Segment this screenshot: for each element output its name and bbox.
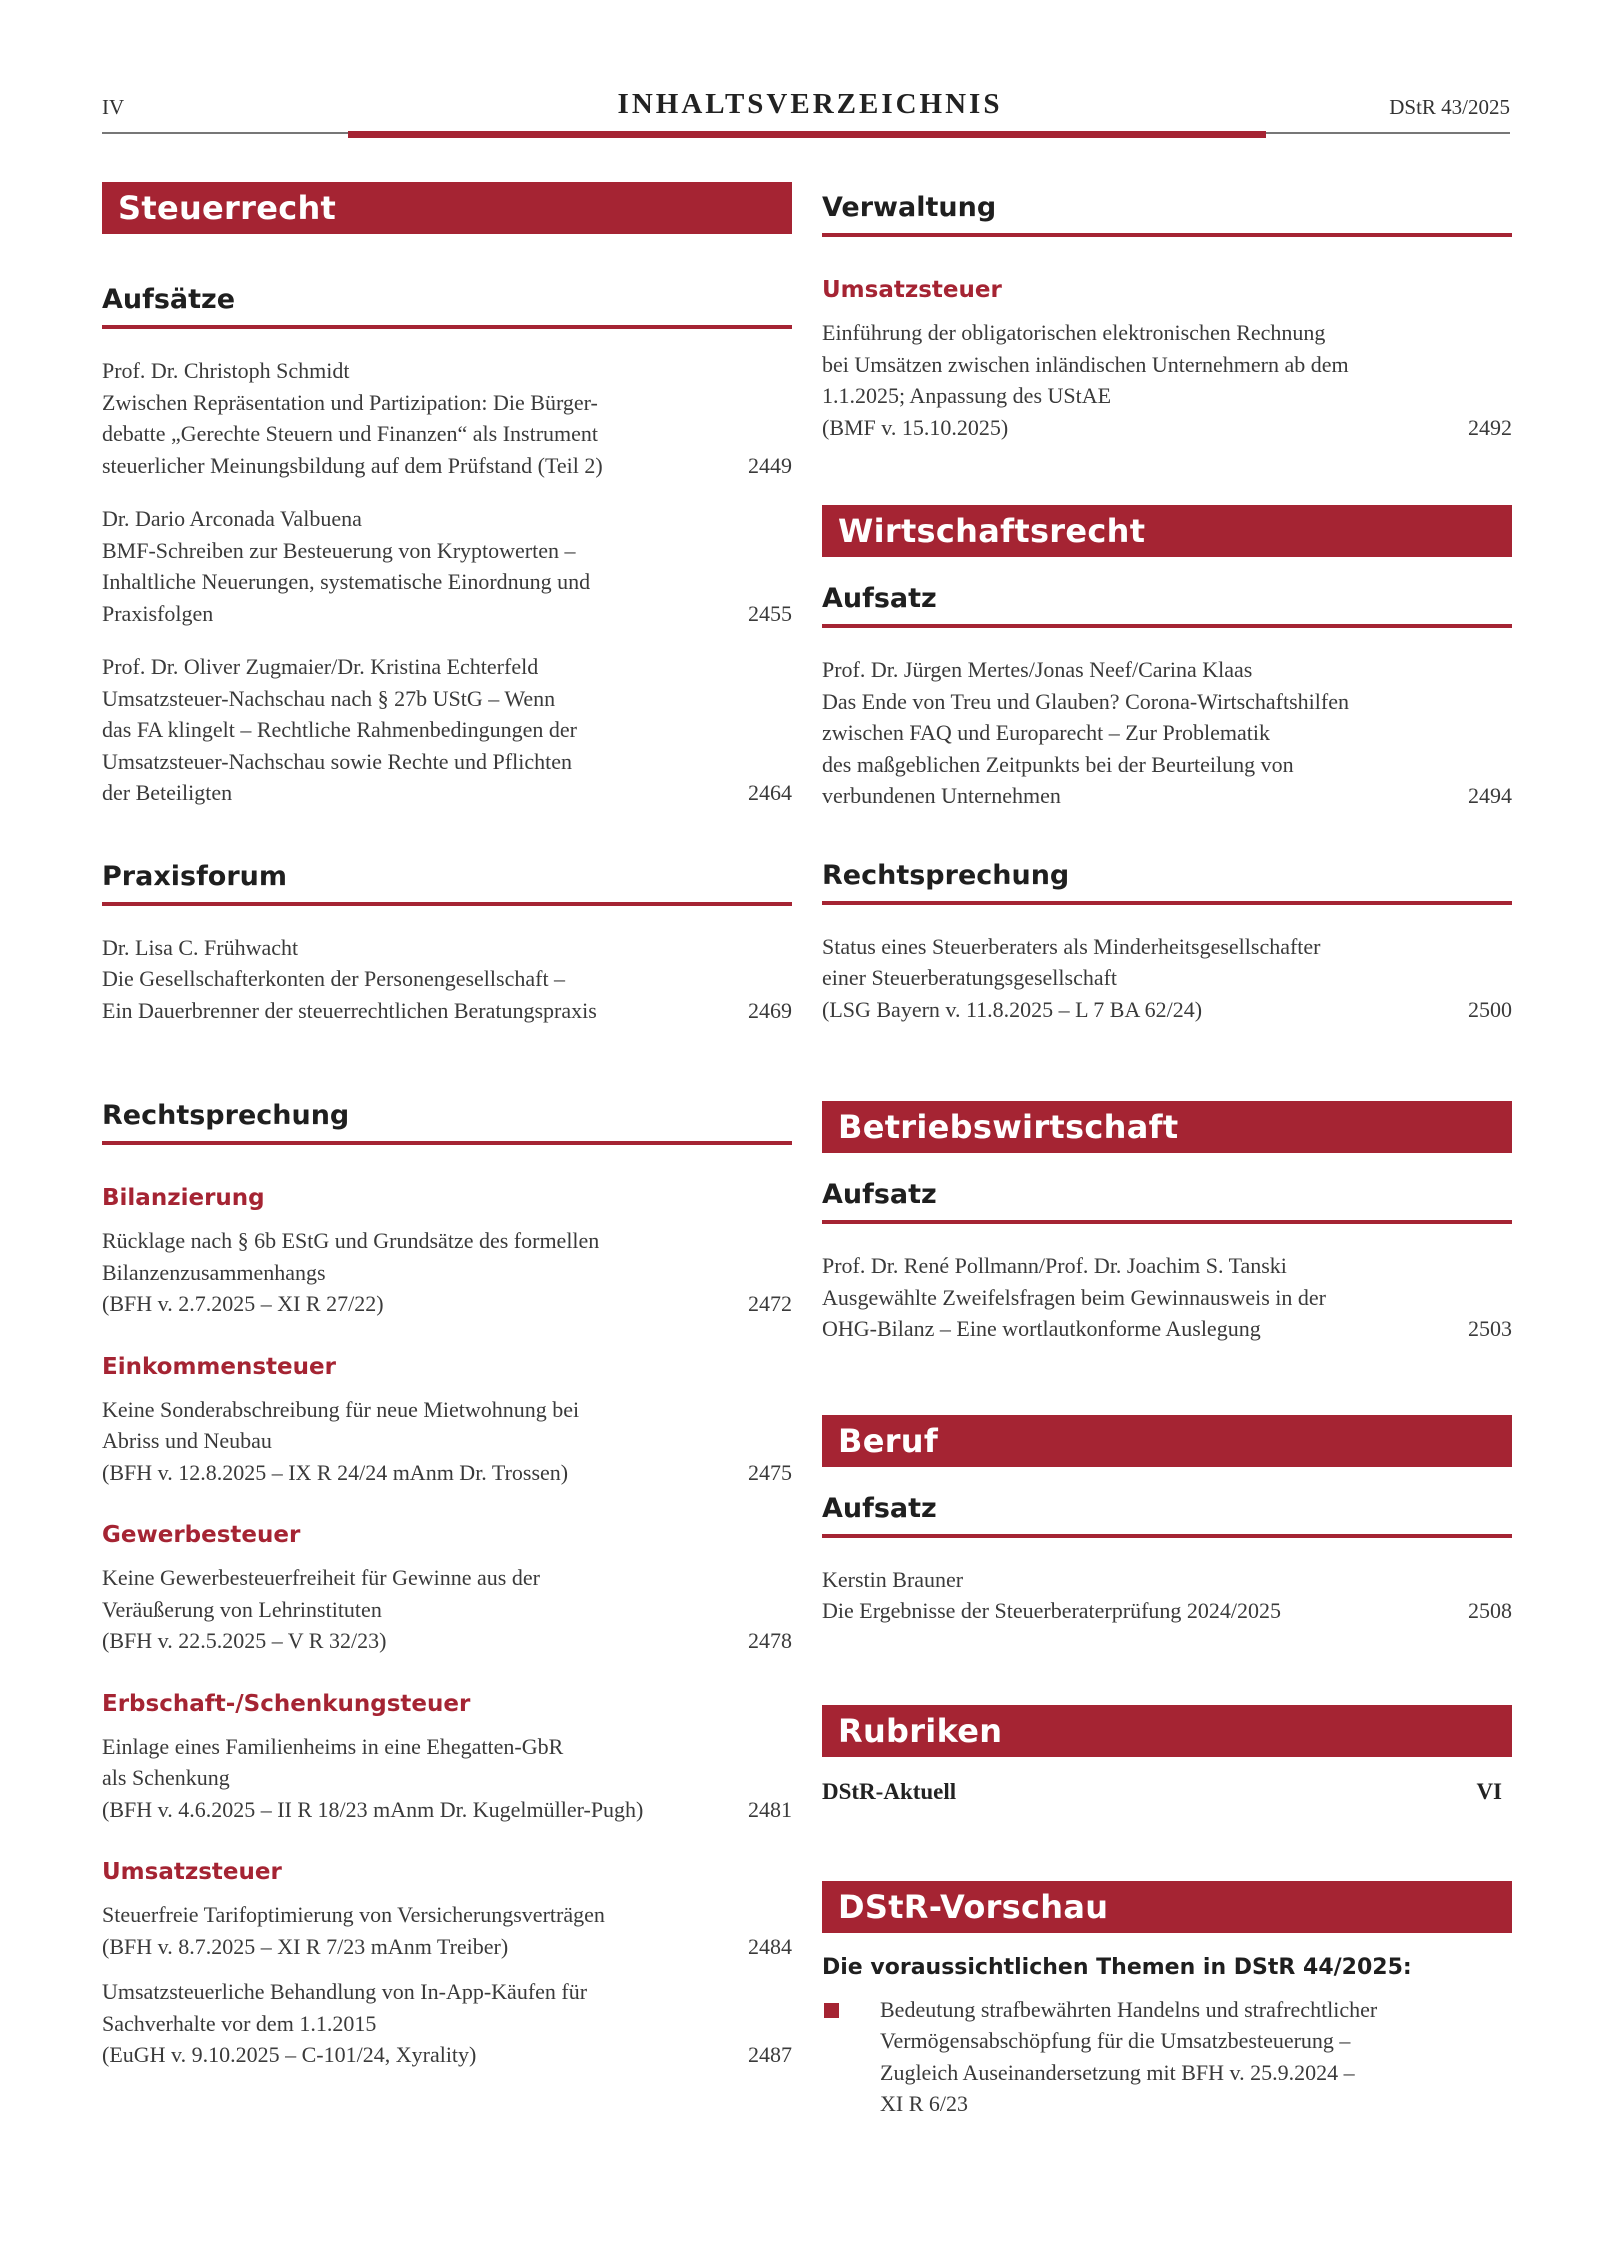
entry-line: (BFH v. 12.8.2025 – IX R 24/24 mAnm Dr. Trossen) (102, 1459, 569, 1485)
toc-entry[interactable] (102, 932, 792, 1027)
entry-line: (BMF v. 15.10.2025) (822, 414, 1009, 440)
entry-first-line: Prof. Dr. René Pollmann/Prof. Dr. Joachim S. Tanski (822, 1253, 1287, 1278)
vorschau-item (822, 1994, 1512, 2120)
entry-first-line: Einlage eines Familienheims in eine Ehegatten-GbR (102, 1733, 564, 1759)
entry-line: Zwischen Repräsentation und Partizipation: Die Bürger- (102, 389, 598, 415)
entry-line: OHG-Bilanz – Eine wortlautkonforme Auslegung (822, 1316, 1261, 1341)
subheading-aufsatz: Aufsatz (822, 583, 1512, 628)
section-bar-rubriken: Rubriken (822, 1705, 1512, 1757)
entry-line: Sachverhalte vor dem 1.1.2015 (102, 2010, 377, 2036)
toc-entry[interactable] (102, 355, 792, 481)
toc-entry[interactable] (822, 1250, 1512, 1345)
entry-first-line: Prof. Dr. Oliver Zugmaier/Dr. Kristina Echterfeld (102, 654, 539, 679)
entry-line: Umsatzsteuer-Nachschau nach § 27b UStG – Wenn (102, 685, 556, 711)
subheading-rechtsprechung-wr: Rechtsprechung (822, 860, 1512, 905)
section-bar-betriebswirtschaft: Betriebswirtschaft (822, 1101, 1512, 1153)
entry-line: (BFH v. 8.7.2025 – XI R 7/23 mAnm Treiber) (102, 1933, 509, 1959)
entry-first-line: Prof. Dr. Christoph Schmidt (102, 358, 350, 383)
toc-entry[interactable] (102, 1731, 792, 1826)
entry-first-line: Dr. Dario Arconada Valbuena (102, 506, 362, 531)
subheading-praxisforum: Praxisforum (102, 861, 792, 906)
toc-entry[interactable] (822, 1564, 1512, 1627)
entry-first-line: Rücklage nach § 6b EStG und Grundsätze des formellen (102, 1228, 600, 1253)
page-ref: 2478 (748, 1628, 792, 1653)
entry-line: Ausgewählte Zweifelsfragen beim Gewinnausweis in der (822, 1284, 1327, 1310)
subheading-aufsatz-beruf: Aufsatz (822, 1493, 1512, 1538)
subheading-rechtsprechung: Rechtsprechung (102, 1100, 792, 1145)
section-bar-wirtschaftsrecht: Wirtschaftsrecht (822, 505, 1512, 557)
bullet-line: Zugleich Auseinandersetzung mit BFH v. 25.9.2024 – (880, 2059, 1355, 2085)
entry-line: (EuGH v. 9.10.2025 – C-101/24, Xyrality) (102, 2042, 477, 2067)
page-ref: 2500 (1468, 996, 1512, 1022)
toc-entry[interactable] (822, 317, 1512, 443)
topic-bilanzierung: Bilanzierung (102, 1185, 265, 1211)
section-bar-steuerrecht: Steuerrecht (102, 182, 792, 234)
entry-line: der Beteiligten (102, 780, 233, 805)
entry-line: 1.1.2025; Anpassung des UStAE (822, 383, 1112, 408)
page-ref: 2469 (748, 997, 792, 1023)
subheading-verwaltung: Verwaltung (822, 192, 1512, 237)
entry-line: BMF-Schreiben zur Besteuerung von Kryptowerten – (102, 537, 576, 563)
rubrik-label: DStR-Aktuell (822, 1778, 957, 1804)
page-ref: VI (1476, 1778, 1502, 1804)
page-ref: 2503 (1468, 1316, 1512, 1341)
toc-entry[interactable] (822, 931, 1512, 1026)
entry-line: Ein Dauerbrenner der steuerrechtlichen Beratungspraxis (102, 997, 597, 1023)
toc-entry[interactable] (102, 1899, 792, 1962)
page-ref: 2487 (748, 2042, 792, 2067)
toc-entry[interactable] (102, 1394, 792, 1489)
entry-first-line: Dr. Lisa C. Frühwacht (102, 934, 299, 960)
entry-line: zwischen FAQ und Europarecht – Zur Problematik (822, 720, 1271, 745)
left-column (102, 182, 792, 2071)
toc-entry[interactable] (102, 1225, 792, 1320)
bullet-line: Vermögensabschöpfung für die Umsatzbesteuerung – (880, 2028, 1351, 2053)
topic-umsatzsteuer: Umsatzsteuer (102, 1859, 282, 1885)
toc-entry[interactable] (102, 1562, 792, 1657)
rubrik-dstr-aktuell[interactable] (822, 1779, 1512, 1811)
right-column (822, 182, 1512, 2120)
entry-line: (LSG Bayern v. 11.8.2025 – L 7 BA 62/24) (822, 996, 1203, 1022)
toc-entry[interactable] (822, 654, 1512, 812)
subheading-aufsatz-bw: Aufsatz (822, 1179, 1512, 1224)
entry-first-line: Keine Sonderabschreibung für neue Mietwohnung bei (102, 1396, 580, 1422)
vorschau-heading: Die voraussichtlichen Themen in DStR 44/2025: (822, 1954, 1412, 1980)
bullet-line: Bedeutung strafbewährten Handelns und strafrechtlicher (880, 1996, 1378, 2022)
entry-line: Umsatzsteuer-Nachschau sowie Rechte und Pflichten (102, 748, 572, 774)
entry-first-line: Steuerfreie Tarifoptimierung von Versicherungsverträgen (102, 1902, 605, 1927)
journal-issue: DStR 43/2025 (1389, 95, 1510, 119)
entry-line: (BFH v. 2.7.2025 – XI R 27/22) (102, 1291, 384, 1316)
subheading-aufsaetze: Aufsätze (102, 284, 792, 329)
entry-line: Abriss und Neubau (102, 1428, 272, 1453)
topic-einkommensteuer: Einkommensteuer (102, 1353, 336, 1380)
entry-first-line: Umsatzsteuerliche Behandlung von In-App-Käufen für (102, 1979, 588, 2004)
entry-line: des maßgeblichen Zeitpunkts bei der Beurteilung von (822, 751, 1294, 777)
topic-umsatzsteuer-verwaltung: Umsatzsteuer (822, 277, 1002, 303)
square-bullet-icon (824, 2003, 839, 2018)
bullet-line: XI R 6/23 (880, 2091, 968, 2116)
page-ref: 2472 (748, 1291, 792, 1316)
page-ref: 2475 (748, 1459, 792, 1485)
entry-line: Praxisfolgen (102, 600, 214, 626)
page-ref: 2455 (748, 600, 792, 626)
page-ref: 2494 (1468, 783, 1512, 808)
entry-line: debatte „Gerechte Steuern und Finanzen“ als Instrument (102, 421, 599, 446)
section-bar-beruf: Beruf (822, 1415, 1512, 1467)
entry-line: Das Ende von Treu und Glauben? Corona-Wirtschaftshilfen (822, 688, 1350, 714)
entry-line: Veräußerung von Lehrinstituten (102, 1596, 382, 1622)
page-ref: 2492 (1468, 414, 1512, 440)
entry-line: Die Ergebnisse der Steuerberaterprüfung 2024/2025 (822, 1598, 1282, 1623)
entry-line: (BFH v. 22.5.2025 – V R 32/23) (102, 1628, 387, 1653)
page-ref: 2481 (748, 1796, 792, 1822)
page-ref: 2449 (748, 452, 792, 478)
toc-entry[interactable] (102, 503, 792, 629)
entry-line: einer Steuerberatungsgesellschaft (822, 965, 1118, 990)
toc-entry[interactable] (102, 1976, 792, 2071)
page-ref: 2484 (748, 1933, 792, 1959)
header-accent-rule (348, 131, 1266, 138)
entry-line: Bilanzenzusammenhangs (102, 1259, 326, 1285)
entry-line: (BFH v. 4.6.2025 – II R 18/23 mAnm Dr. Kugelmüller-Pugh) (102, 1796, 644, 1822)
entry-line: bei Umsätzen zwischen inländischen Unternehmern ab dem (822, 351, 1349, 377)
entry-line: als Schenkung (102, 1765, 230, 1790)
entry-first-line: Status eines Steuerberaters als Minderheitsgesellschafter (822, 933, 1321, 959)
toc-entry[interactable] (102, 651, 792, 809)
entry-first-line: Einführung der obligatorischen elektronischen Rechnung (822, 320, 1326, 345)
entry-first-line: Kerstin Brauner (822, 1566, 964, 1592)
entry-first-line: Prof. Dr. Jürgen Mertes/Jonas Neef/Carina Klaas (822, 657, 1253, 682)
topic-erbschaftsteuer: Erbschaft-/Schenkungsteuer (102, 1690, 471, 1717)
entry-line: verbundenen Unternehmen (822, 783, 1061, 808)
entry-first-line: Keine Gewerbesteuerfreiheit für Gewinne aus der (102, 1565, 540, 1590)
entry-line: Inhaltliche Neuerungen, systematische Einordnung und (102, 569, 591, 594)
entry-line: Die Gesellschafterkonten der Personengesellschaft – (102, 966, 566, 991)
page-ref: 2508 (1468, 1598, 1512, 1623)
page-title: INHALTSVERZEICHNIS (617, 88, 1003, 120)
page-number: IV (102, 95, 125, 119)
entry-line: steuerlicher Meinungsbildung auf dem Prüfstand (Teil 2) (102, 452, 603, 478)
topic-gewerbesteuer: Gewerbesteuer (102, 1522, 301, 1548)
section-bar-vorschau: DStR-Vorschau (822, 1881, 1512, 1933)
entry-line: das FA klingelt – Rechtliche Rahmenbedingungen der (102, 717, 577, 742)
page-ref: 2464 (748, 780, 792, 805)
